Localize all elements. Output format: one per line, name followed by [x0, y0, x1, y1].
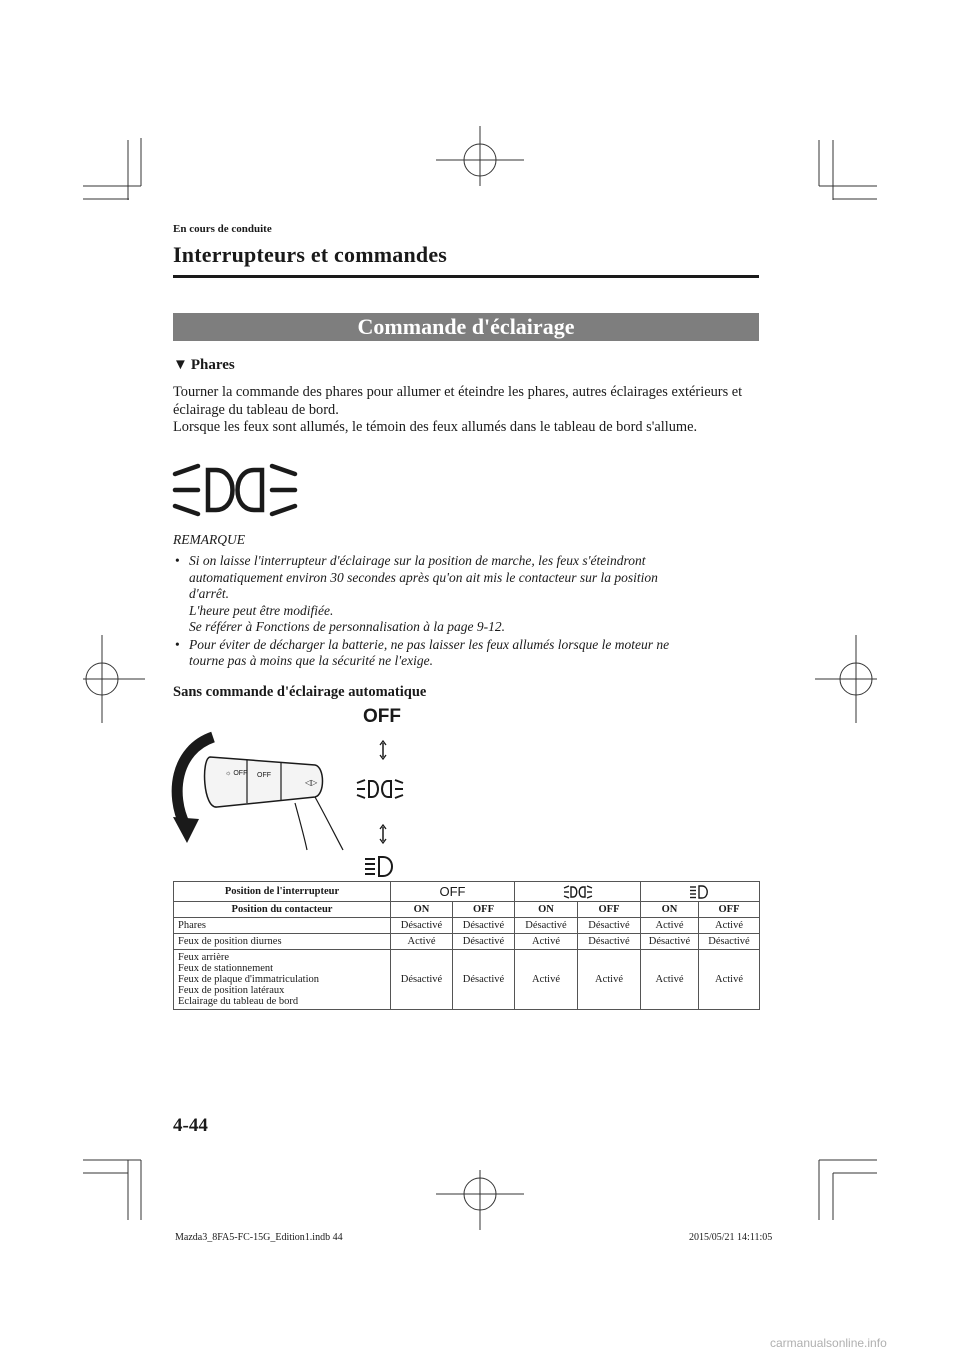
headlight-icon: [689, 885, 711, 899]
header-cell: OFF: [453, 902, 515, 918]
light-status-table: [173, 881, 760, 1010]
note-line: Pour éviter de décharger la batterie, ne pas laisser les feux allumés lorsque le moteur ne: [189, 636, 670, 652]
table-cell: Désactivé: [453, 918, 515, 934]
intro-paragraph: [173, 384, 763, 437]
page-number: 4-44: [173, 1115, 208, 1136]
note-item-1: [175, 553, 765, 636]
row-label: [174, 950, 391, 1010]
table-cell: Désactivé: [391, 918, 453, 934]
table-row: [174, 918, 760, 934]
table-header-row: [174, 902, 760, 918]
diagram-heading: Sans commande d'éclairage automatique: [173, 684, 427, 700]
table-row: [174, 934, 760, 950]
bullet: •: [175, 636, 180, 652]
header-cell: ON: [515, 902, 578, 918]
svg-text:☼ OFF: ☼ OFF: [225, 770, 248, 777]
table-cell: Activé: [515, 950, 578, 1010]
note-line: L'heure peut être modifiée.: [189, 602, 334, 618]
footer-file: Mazda3_8FA5-FC-15G_Edition1.indb 44: [175, 1232, 343, 1243]
headlight-indicator-icon: [170, 460, 300, 522]
table-header-row: [174, 882, 760, 902]
row-label: Feux de position diurnes: [174, 934, 391, 950]
table-cell: Désactivé: [578, 934, 641, 950]
note-title: REMARQUE: [173, 532, 245, 547]
header-cell-headlight: [641, 882, 760, 902]
triangle-down-icon: ▼: [173, 357, 188, 373]
table-row: [174, 950, 760, 1010]
table-cell: Activé: [699, 950, 760, 1010]
diagram-off-label: OFF: [363, 706, 401, 727]
row-label-line: Feux de stationnement: [178, 963, 274, 974]
table-cell: Désactivé: [641, 934, 699, 950]
table-cell: Activé: [391, 934, 453, 950]
note-line: d'arrêt.: [189, 586, 230, 601]
table-cell: Activé: [699, 918, 760, 934]
light-switch-diagram: [165, 725, 425, 877]
off-label: OFF: [439, 884, 466, 899]
table-cell: Activé: [515, 934, 578, 950]
parking-lights-icon: [563, 885, 593, 899]
row-label-line: Feux de position latéraux: [178, 985, 285, 996]
table-cell: Activé: [641, 918, 699, 934]
note-line: Si on laisse l'interrupteur d'éclairage sur la position de marche, les feux s'éteindront: [189, 553, 646, 568]
header-cell-parking: [515, 882, 641, 902]
page-title: Interrupteurs et commandes: [173, 242, 448, 267]
watermark: carmanualsonline.info: [770, 1336, 887, 1350]
table-cell: Désactivé: [453, 934, 515, 950]
row-label-line: Feux arrière: [178, 952, 230, 963]
svg-text:◁▷: ◁▷: [305, 778, 318, 787]
header-cell: OFF: [699, 902, 760, 918]
header-cell-off: [391, 882, 515, 902]
title-rule: [173, 275, 759, 278]
note-item-2: [175, 637, 765, 670]
header-cell: ON: [641, 902, 699, 918]
note-line: automatiquement environ 30 secondes après qu'on ait mis le contacteur sur la position: [189, 569, 658, 585]
table-cell: Désactivé: [391, 950, 453, 1010]
table-cell: Désactivé: [578, 918, 641, 934]
subsection-heading: [173, 357, 235, 374]
row-label-line: Feux de plaque d'immatriculation: [178, 974, 319, 985]
paragraph-1: Tourner la commande des phares pour allumer et éteindre les phares, autres éclairages extérieurs et éclairage du tableau de bord.: [173, 384, 743, 418]
subsection-title: Phares: [190, 357, 235, 373]
note-line: tourne pas à moins que la sécurité ne l'exige.: [189, 653, 433, 668]
table-cell: Désactivé: [699, 934, 760, 950]
table-cell: Activé: [578, 950, 641, 1010]
table-cell: Activé: [641, 950, 699, 1010]
chapter-label: En cours de conduite: [173, 223, 272, 235]
header-cell: Position de l'interrupteur: [174, 882, 391, 902]
header-cell: Position du contacteur: [174, 902, 391, 918]
paragraph-2: Lorsque les feux sont allumés, le témoin des feux allumés dans le tableau de bord s'allume.: [173, 419, 698, 435]
header-cell: OFF: [578, 902, 641, 918]
bullet: •: [175, 553, 180, 568]
row-label: Phares: [174, 918, 391, 934]
svg-text:OFF: OFF: [257, 772, 271, 779]
header-cell: ON: [391, 902, 453, 918]
table-cell: Désactivé: [515, 918, 578, 934]
note-list: [175, 553, 765, 671]
section-banner: Commande d'éclairage: [173, 313, 759, 341]
row-label-line: Eclairage du tableau de bord: [178, 996, 299, 1007]
table-cell: Désactivé: [453, 950, 515, 1010]
note-line: Se référer à Fonctions de personnalisation à la page 9-12.: [189, 619, 505, 634]
footer-timestamp: 2015/05/21 14:11:05: [689, 1232, 773, 1243]
